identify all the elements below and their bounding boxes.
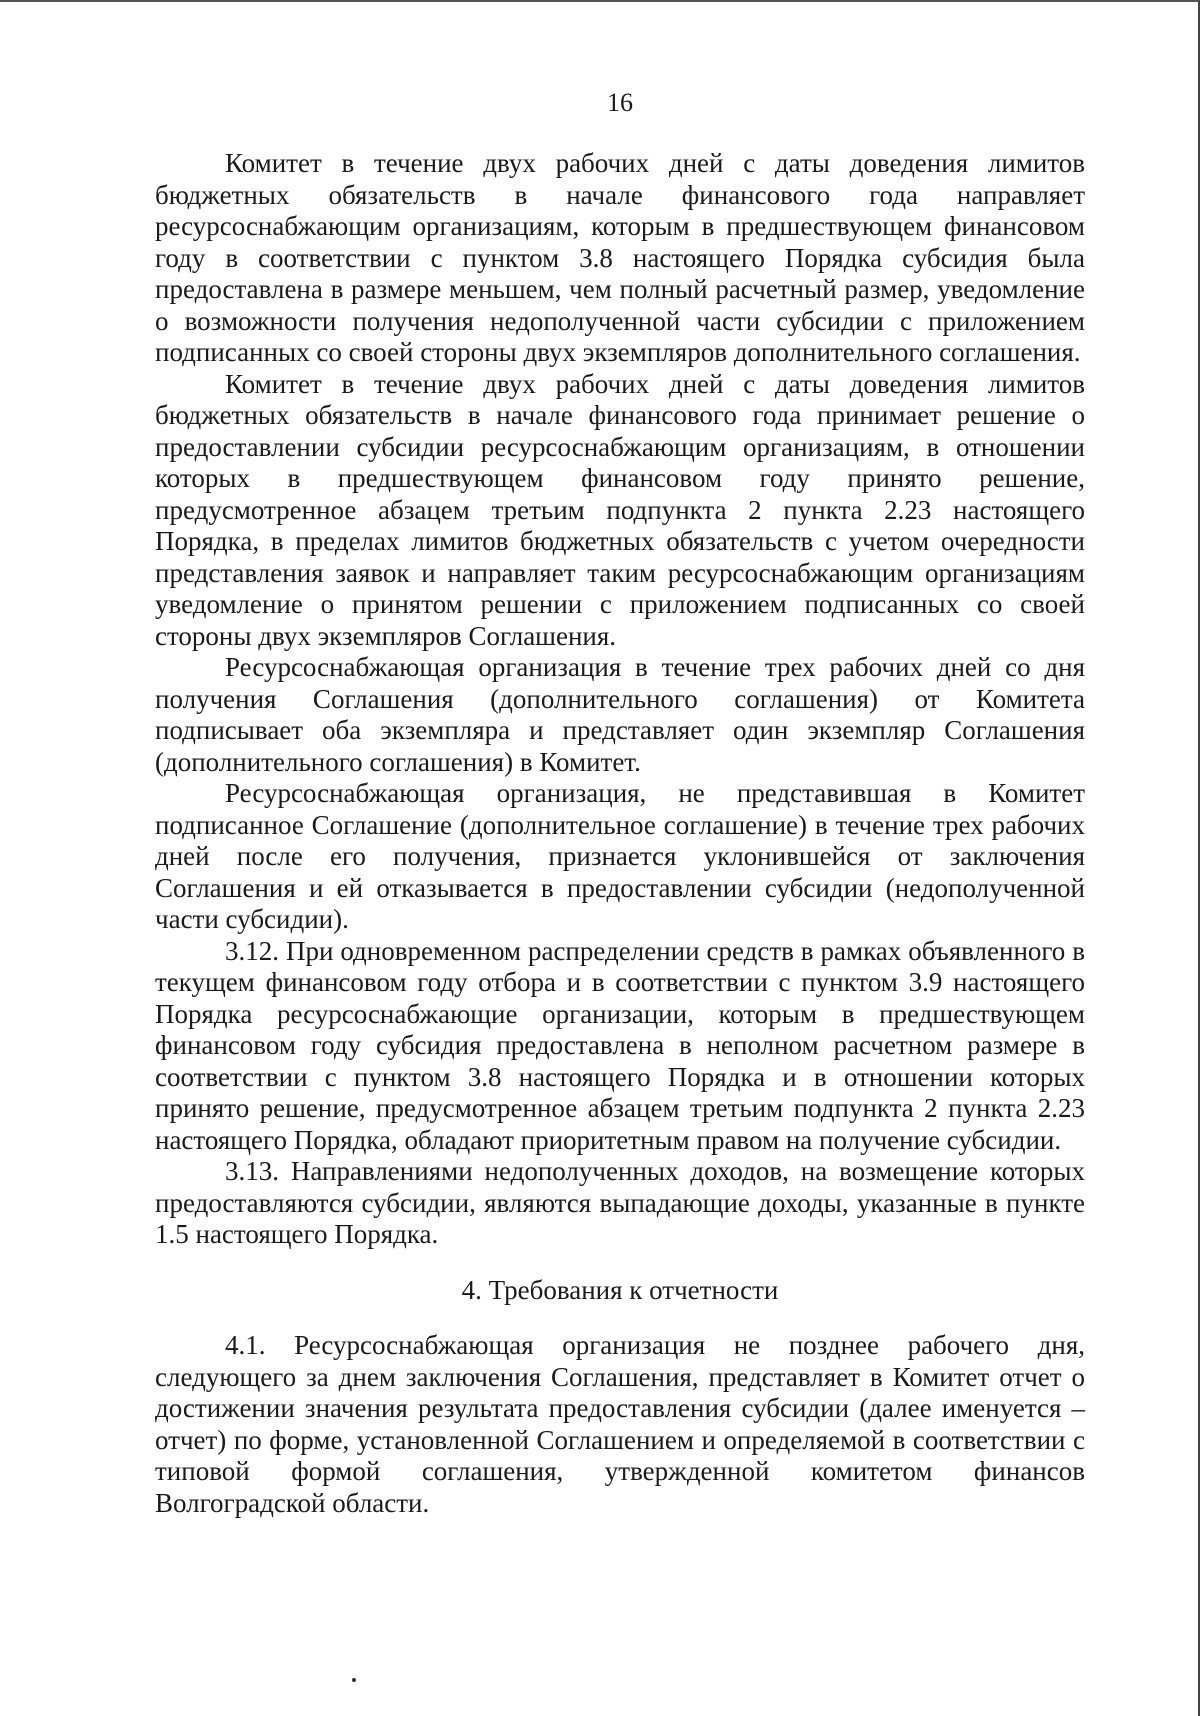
document-body	[155, 148, 1085, 1519]
section-heading: 4. Требования к отчетности	[461, 1274, 779, 1305]
paragraph: Ресурсоснабжающая организация, не представившая в Комитет подписанное Соглашение (дополнительное соглашение) в течение трех рабочих дней после его получения, признается уклонившейся от заключения Соглашения и ей отказывается в предоставлении субсидии (недополученной части субсидии).	[155, 778, 1085, 934]
scan-speck	[352, 1678, 356, 1682]
paragraph-3-13: 3.13. Направлениями недополученных доходов, на возмещение которых предоставляются субсидии, являются выпадающие доходы, указанные в пункте 1.5 настоящего Порядка.	[155, 1156, 1085, 1249]
page-number: 16	[607, 88, 633, 117]
paragraph-4-1: 4.1. Ресурсоснабжающая организация не позднее рабочего дня, следующего за днем заключения Соглашения, представляет в Комитет отчет о достижении значения результата предоставления субсидии (далее именуется – отчет) по форме, установленной Соглашением и определяемой в соответствии с типовой формой соглашения, утвержденной комитетом финансов Волгоградской области.	[155, 1330, 1085, 1518]
paragraph: Комитет в течение двух рабочих дней с даты доведения лимитов бюджетных обязательств в начале финансового года принимает решение о предоставлении субсидии ресурсоснабжающим организациям, в отношении которых в предшествующем финансовом году принято решение, предусмотренное абзацем третьим подпункта 2 пункта 2.23 настоящего Порядка, в пределах лимитов бюджетных обязательств с учетом очередности представления заявок и направляет таким ресурсоснабжающим организациям уведомление о принятом решении с приложением подписанных со своей стороны двух экземпляров Соглашения.	[155, 368, 1085, 651]
paragraph: Комитет в течение двух рабочих дней с даты доведения лимитов бюджетных обязательств в начале финансового года направляет ресурсоснабжающим организациям, которым в предшествующем финансовом году в соответствии с пунктом 3.8 настоящего Порядка субсидия была предоставлена в размере меньшем, чем полный расчетный размер, уведомление о возможности получения недополученной части субсидии с приложением подписанных со своей стороны двух экземпляров дополнительного соглашения.	[155, 148, 1085, 367]
paragraph-3-12: 3.12. При одновременном распределении средств в рамках объявленного в текущем финансовом году отбора и в соответствии с пунктом 3.9 настоящего Порядка ресурсоснабжающие организации, которым в предшествующем финансовом году субсидия предоставлена в неполном расчетном размере в соответствии с пунктом 3.8 настоящего Порядка и в отношении которых принято решение, предусмотренное абзацем третьим подпункта 2 пункта 2.23 настоящего Порядка, обладают приоритетным правом на получение субсидии.	[155, 935, 1085, 1155]
paragraph: Ресурсоснабжающая организация в течение трех рабочих дней со дня получения Соглашения (дополнительного соглашения) от Комитета подписывает оба экземпляра и представляет один экземпляр Соглашения (дополнительного соглашения) в Комитет.	[155, 652, 1085, 777]
